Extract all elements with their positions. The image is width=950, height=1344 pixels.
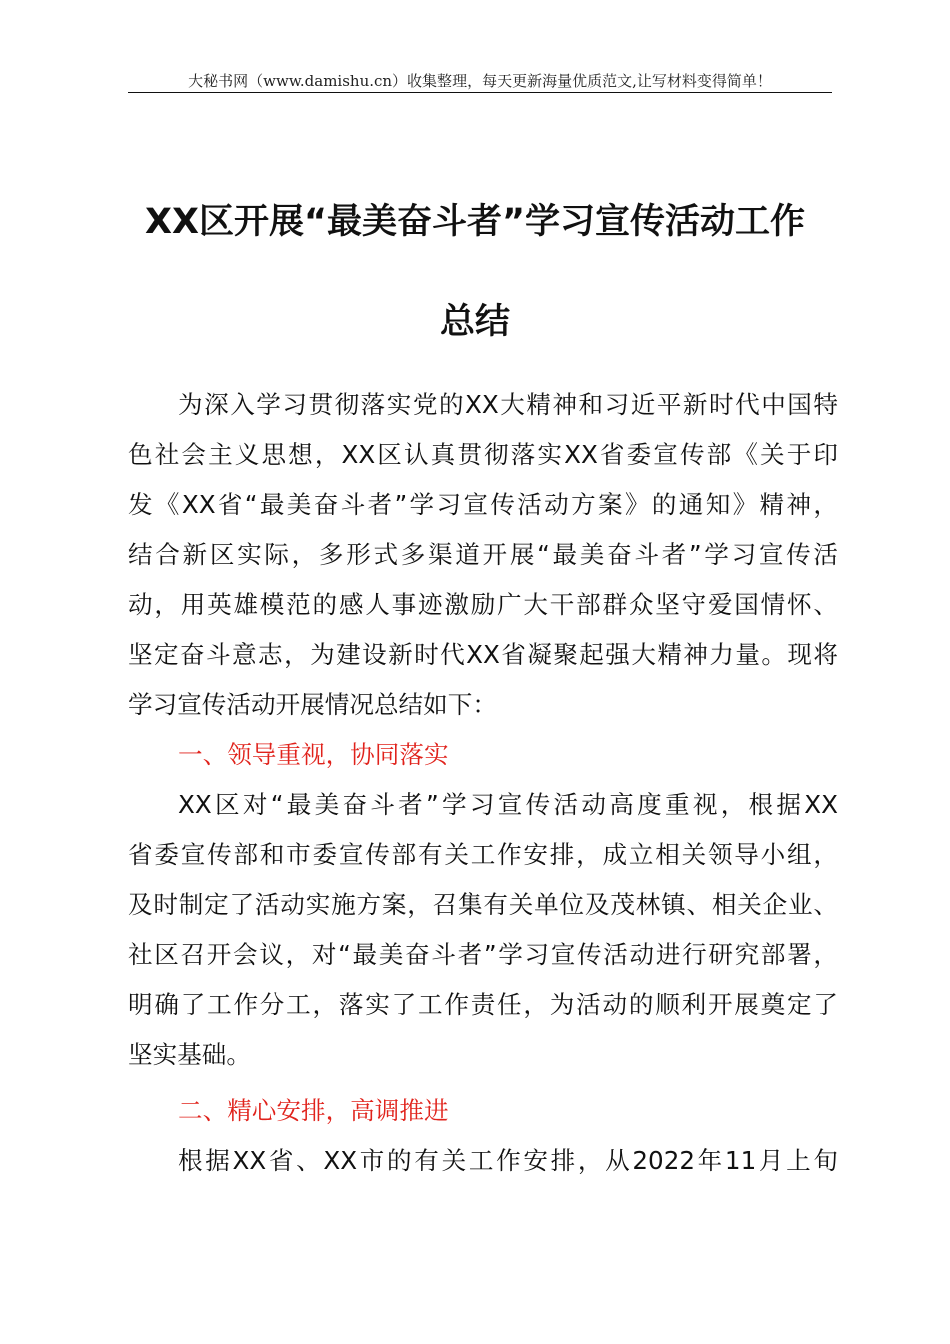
paragraph-line: 明确了工作分工，落实了工作责任，为活动的顺利开展奠定了 — [128, 990, 838, 1019]
section-2-paragraph — [128, 1136, 838, 1186]
paragraph-line: 色社会主义思想，XX区认真贯彻落实XX省委宣传部《关于印 — [128, 440, 838, 469]
paragraph-line: 坚定奋斗意志，为建设新时代XX省凝聚起强大精神力量。现将 — [128, 640, 838, 669]
paragraph-line: 发《XX省“最美奋斗者”学习宣传活动方案》的通知》精神， — [128, 490, 838, 519]
section-heading-2: 二、精心安排，高调推进 — [178, 1096, 449, 1125]
site-header-note: 大秘书网（www.damishu.cn）收集整理，每天更新海量优质范文,让写材料变得简单！ — [188, 72, 772, 90]
paragraph-line: 坚实基础。 — [128, 1040, 251, 1069]
paragraph-line: 根据XX省、XX市的有关工作安排，从2022年11月上旬 — [178, 1146, 838, 1175]
paragraph-line: XX区对“最美奋斗者”学习宣传活动高度重视，根据XX — [178, 790, 838, 819]
section-1-paragraph — [128, 780, 838, 1080]
paragraph-line: 结合新区实际，多形式多渠道开展“最美奋斗者”学习宣传活 — [128, 540, 838, 569]
paragraph-line: 为深入学习贯彻落实党的XX大精神和习近平新时代中国特 — [178, 390, 838, 419]
paragraph-line: 社区召开会议，对“最美奋斗者”学习宣传活动进行研究部署， — [128, 940, 838, 969]
paragraph-line: 及时制定了活动实施方案，召集有关单位及茂林镇、相关企业、 — [128, 890, 838, 919]
paragraph-line: 学习宣传活动开展情况总结如下： — [128, 690, 497, 719]
document-title-line-2: 总结 — [439, 302, 510, 342]
paragraph-line: 省委宣传部和市委宣传部有关工作安排，成立相关领导小组， — [128, 840, 838, 869]
document-title-line-1: XX区开展“最美奋斗者”学习宣传活动工作 — [145, 202, 805, 242]
document-body — [128, 380, 838, 1186]
paragraph-line: 动，用英雄模范的感人事迹激励广大干部群众坚守爱国情怀、 — [128, 590, 838, 619]
intro-paragraph — [128, 380, 838, 730]
header-divider — [128, 92, 832, 93]
section-heading-1: 一、领导重视，协同落实 — [178, 740, 449, 769]
